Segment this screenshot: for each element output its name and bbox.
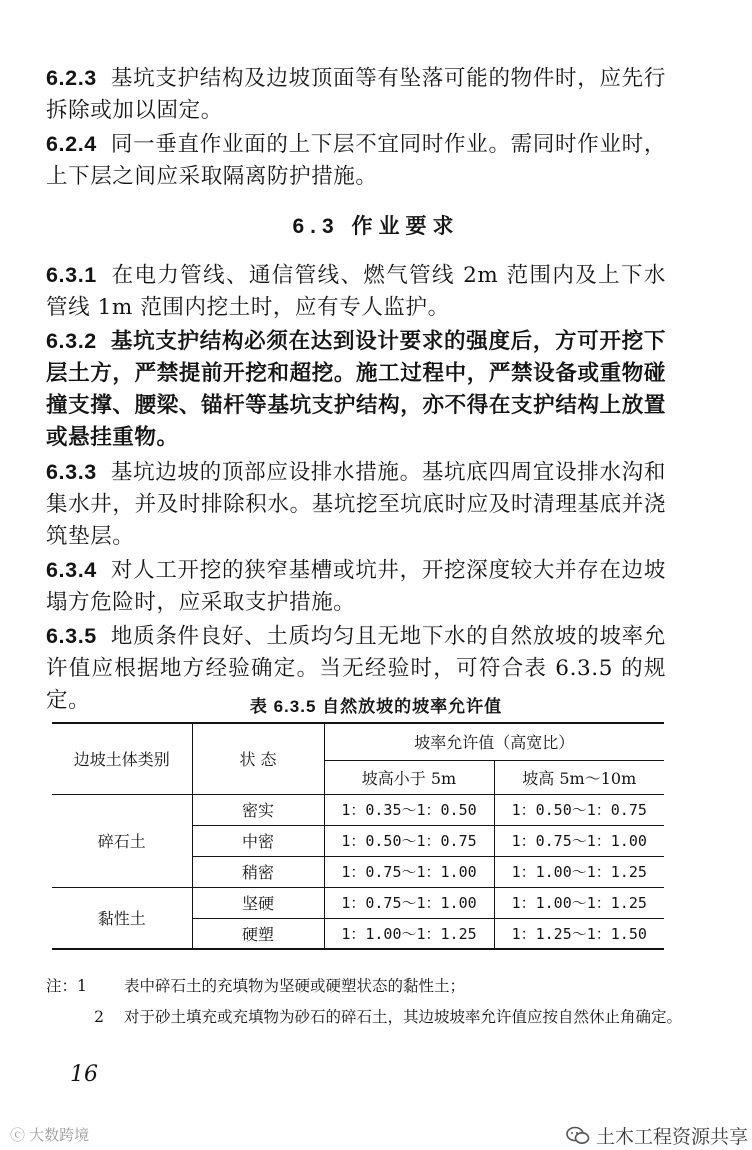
note-text: 对于砂土填充或充填物为砂石的碎石土，其边坡坡率允许值应按自然休止角确定。 [124,1008,683,1026]
clause-number: 6.2.3 [46,66,97,90]
note-label: 注： [46,977,78,995]
clause-number: 6.2.4 [46,132,97,156]
note-number: 2 [94,1008,104,1026]
clause-6-3-3 [46,456,666,553]
clause-number: 6.3.1 [46,263,97,287]
clause-number: 6.3.5 [46,624,97,648]
table-row [52,887,664,918]
state-cell: 稍密 [192,856,324,887]
clause-text: 基坑支护结构及边坡顶面等有坠落可能的物件时，应先行拆除或加以固定。 [46,66,666,123]
clause-text: 对人工开挖的狭窄基槽或坑井，开挖深度较大并存在边坡塌方危险时，应采取支护措施。 [46,558,666,615]
state-cell: 密实 [192,794,324,825]
clause-6-2-3 [46,62,666,127]
value-cell: 1：0.75～1：1.00 [494,825,664,856]
watermark-logo-icon: ⓒ [10,1127,30,1144]
soil-cell: 黏性土 [52,887,192,949]
header-soil-type: 边坡土体类别 [52,723,192,794]
clause-text: 地质条件良好、土质均匀且无地下水的自然放坡的坡率允许值应根据地方经验确定。当无经验时，可符合表 6.3.5 的规定。 [46,624,666,713]
clause-text: 在电力管线、通信管线、燃气管线 2m 范围内及上下水管线 1m 范围内挖土时，应有专人监护。 [46,263,666,320]
watermark-right-text: 土木工程资源共享 [596,1127,749,1148]
value-cell: 1：0.50～1：0.75 [324,825,494,856]
value-cell: 1：1.25～1：1.50 [494,918,664,949]
header-state: 状 态 [192,723,324,794]
table-notes [46,974,686,1030]
clause-6-3-4 [46,554,666,619]
value-cell: 1：1.00～1：1.25 [324,918,494,949]
note-text: 表中碎石土的充填物为坚硬或硬塑状态的黏性土； [124,977,466,995]
section-title: 6.3 作业要求 [292,215,460,238]
state-cell: 坚硬 [192,887,324,918]
header-height-5-10m: 坡高 5m～10m [494,760,664,794]
clause-6-3-2 [46,325,666,454]
header-slope-ratio: 坡率允许值（高宽比） [324,723,664,760]
state-cell: 中密 [192,825,324,856]
soil-cell: 碎石土 [52,794,192,887]
note-number: 1 [77,977,87,995]
table-caption: 表 6.3.5 自然放坡的坡率允许值 [249,697,503,716]
watermark-left-text: 大数跨境 [29,1127,90,1144]
value-cell: 1：0.75～1：1.00 [324,856,494,887]
state-cell: 硬塑 [192,918,324,949]
clause-6-3-1 [46,259,666,324]
note-item [46,1005,686,1030]
page-number: 16 [70,1062,98,1087]
clause-number: 6.3.4 [46,558,97,582]
value-cell: 1：1.00～1：1.25 [494,887,664,918]
watermark-right [566,1122,748,1149]
clause-number: 6.3.2 [46,329,97,353]
note-item [46,974,686,999]
watermark-left [10,1124,89,1145]
clause-text: 基坑支护结构必须在达到设计要求的强度后，方可开挖下层土方，严禁提前开挖和超挖。施工过程中，严禁设备或重物碰撞支撑、腰梁、锚杆等基坑支护结构，亦不得在支护结构上放置或悬挂重物。 [46,329,666,450]
clause-text: 基坑边坡的顶部应设排水措施。基坑底四周宜设排水沟和集水井，并及时排除积水。基坑挖至坑底时应及时清理基底并浇筑垫层。 [46,460,666,549]
clause-6-2-4 [46,128,666,193]
table-row [52,794,664,825]
value-cell: 1：1.00～1：1.25 [494,856,664,887]
clause-text: 同一垂直作业面的上下层不宜同时作业。需同时作业时，上下层之间应采取隔离防护措施。 [46,132,666,189]
header-height-under-5m: 坡高小于 5m [324,760,494,794]
value-cell: 1：0.35～1：0.50 [324,794,494,825]
slope-table [52,722,664,950]
clause-number: 6.3.3 [46,460,97,484]
value-cell: 1：0.75～1：1.00 [324,887,494,918]
value-cell: 1：0.50～1：0.75 [494,794,664,825]
wechat-icon [566,1126,590,1146]
